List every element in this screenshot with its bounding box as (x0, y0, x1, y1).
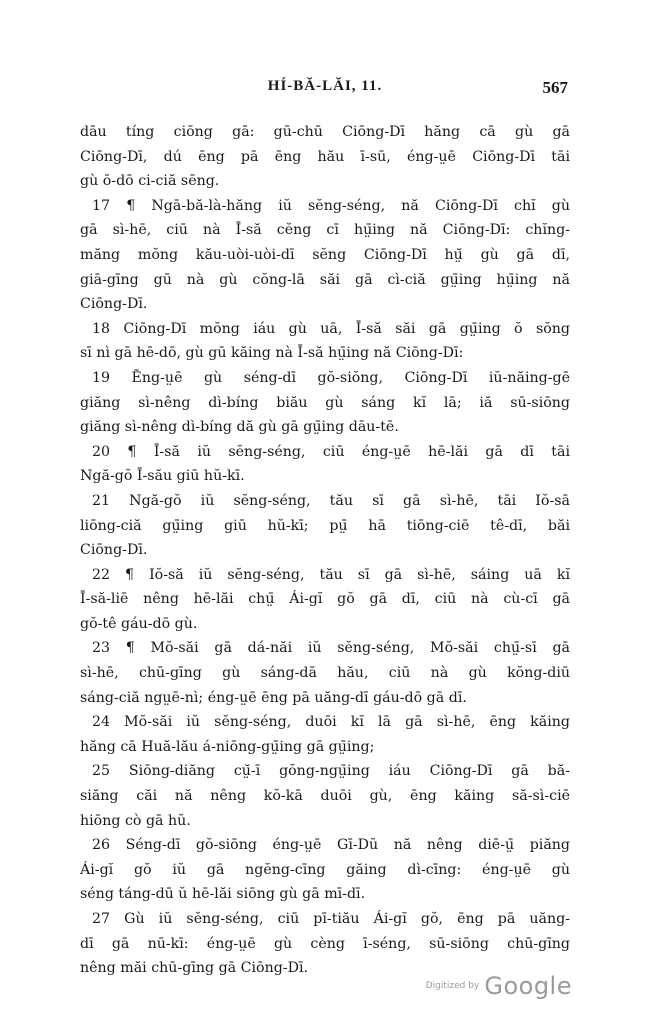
text-line: 20 ¶ Ī-să iŭ sĕng-séng, ciū éng-ṳē hē-lăi gā dī tāi (92, 443, 570, 460)
text-line: gā sì-hē, ciū nà Ī-să cĕng cī hṳ̄ing nă Ciōng-Dī: chĭng- (80, 222, 570, 239)
text-line: 19 Ēng-ṳē gù séng-dī gŏ-siŏng, Ciōng-Dī iŭ-năing-gē (92, 369, 570, 386)
text-line: sì-hē, chū-gīng gù sáng-dā hău, ciū nà gù kŏng-diū (80, 665, 570, 682)
text-line: dāu tíng ciōng gā: gū-chū Ciōng-Dī hăng cā gù gā (80, 124, 570, 140)
text-line: séng táng-dū ŭ hē-lăi siōng gù gā mī-dī. (80, 886, 366, 903)
text-line: 24 Mŏ-săi iŭ sĕng-séng, duōi kĭ lā gā sì-hē, ēng kăing (92, 714, 570, 731)
text-line: 17 ¶ Ngā-bă-là-hăng iŭ sĕng-séng, nă Ciōng-Dī chĭ gù (92, 197, 570, 214)
text-line: nêng măi chū-gīng gā Ciōng-Dī. (80, 960, 309, 977)
text-line: liōng-ciă gṳ̄ing giū hŭ-kī; pṳ̄ hā tiōng-ciē tê-dī, băi (80, 517, 570, 534)
text-line: giăng sì-nêng dì-bíng dă gù gā gṳ̄ing dāu-tē. (80, 419, 399, 436)
digitized-watermark (426, 972, 572, 1000)
text-line: Ī-să-liē nêng hē-lăi chṳ̄ Ái-gĭ gŏ gā dī, ciū nà cù-cī gā (80, 591, 570, 608)
text-line: dī gā nū-kī: éng-ṳē gù cèng ī-séng, sū-siōng chū-gīng (80, 935, 570, 952)
running-header (82, 78, 568, 104)
body-text (80, 120, 570, 981)
text-line: Ngă-gŏ Ī-său giū hŭ-kī. (80, 468, 245, 485)
text-line: 23 ¶ Mŏ-săi gā dá-năi iŭ sĕng-séng, Mŏ-săi chṳ̄-sī gā (92, 640, 570, 657)
text-line: 22 ¶ Iŏ-să iŭ sĕng-séng, tău sī gā sì-hē, sáing uā kĭ (92, 566, 570, 583)
text-line: Ái-gĭ gŏ iŭ gā ngĕng-cīng găing dì-cīng: éng-ṳē gù (80, 861, 570, 878)
text-line: giā-gīng gū nà gù cŏng-lā săi gā cì-ciă gṳ̄ing hṳ̄ing nă (80, 271, 570, 288)
text-line: 18 Ciōng-Dī mŏng iáu gù uā, Ī-să săi gā gṳ̄ing ŏ sŏng (92, 320, 570, 337)
text-line: măng mŏng kău-uòi-uòi-dī sĕng Ciōng-Dī hṳ̆ gù gā dī, (80, 246, 570, 263)
text-line: Ciōng-Dī. (80, 542, 148, 559)
text-line: 25 Siōng-diăng cṳ̆-ī gŏng-ngṳ̄ing iáu Ciōng-Dī gā bă- (92, 763, 570, 780)
text-line: hiōng cò gā hŭ. (80, 812, 191, 829)
text-line: gŏ-tê gáu-dō gù. (80, 615, 198, 632)
text-line: 27 Gù iŭ sĕng-séng, ciū pī-tiău Ái-gĭ gŏ, ēng pā uăng- (92, 911, 570, 927)
text-line: gù ō-dō ci-ciă sēng. (80, 173, 220, 190)
text-line: 21 Ngă-gŏ iŭ sĕng-séng, tău sī gā sì-hē, tāi Iŏ-sā (92, 492, 570, 509)
text-line: hăng cā Huă-lău á-niōng-gṳ̄ing gā gṳ̄ing; (80, 738, 375, 755)
text-line: giăng sì-nêng dì-bíng biău gù sáng kĭ lā; iă sū-siōng (80, 394, 570, 411)
text-line: 26 Séng-dī gŏ-siōng éng-ṳē Gī-Dŭ nă nêng diē-ṳ̄ piăng (92, 837, 570, 854)
text-line: siăng căi nă nêng kŏ-kā duōi gù, ēng kăing să-sì-ciē (80, 788, 570, 805)
running-title: HÍ-BĂ-LĂI, 11. (267, 78, 383, 94)
text-line: sī nì gā hē-dō, gù gū kăing nà Ī-să hṳ̄ing nă Ciōng-Dī: (80, 345, 464, 362)
page-number: 567 (542, 78, 568, 97)
google-logo-text: Google (484, 972, 572, 1000)
watermark-prefix: Digitized by (425, 981, 480, 991)
text-line: Ciōng-Dī. (80, 296, 148, 313)
text-line: Ciōng-Dī, dú ēng pā ēng hău ī-sū, éng-ṳē Ciōng-Dī tāi (80, 148, 570, 165)
text-line: sáng-ciă ngṳē-nì; éng-ṳē ēng pā uăng-dī gáu-dō gā dī. (80, 689, 467, 706)
